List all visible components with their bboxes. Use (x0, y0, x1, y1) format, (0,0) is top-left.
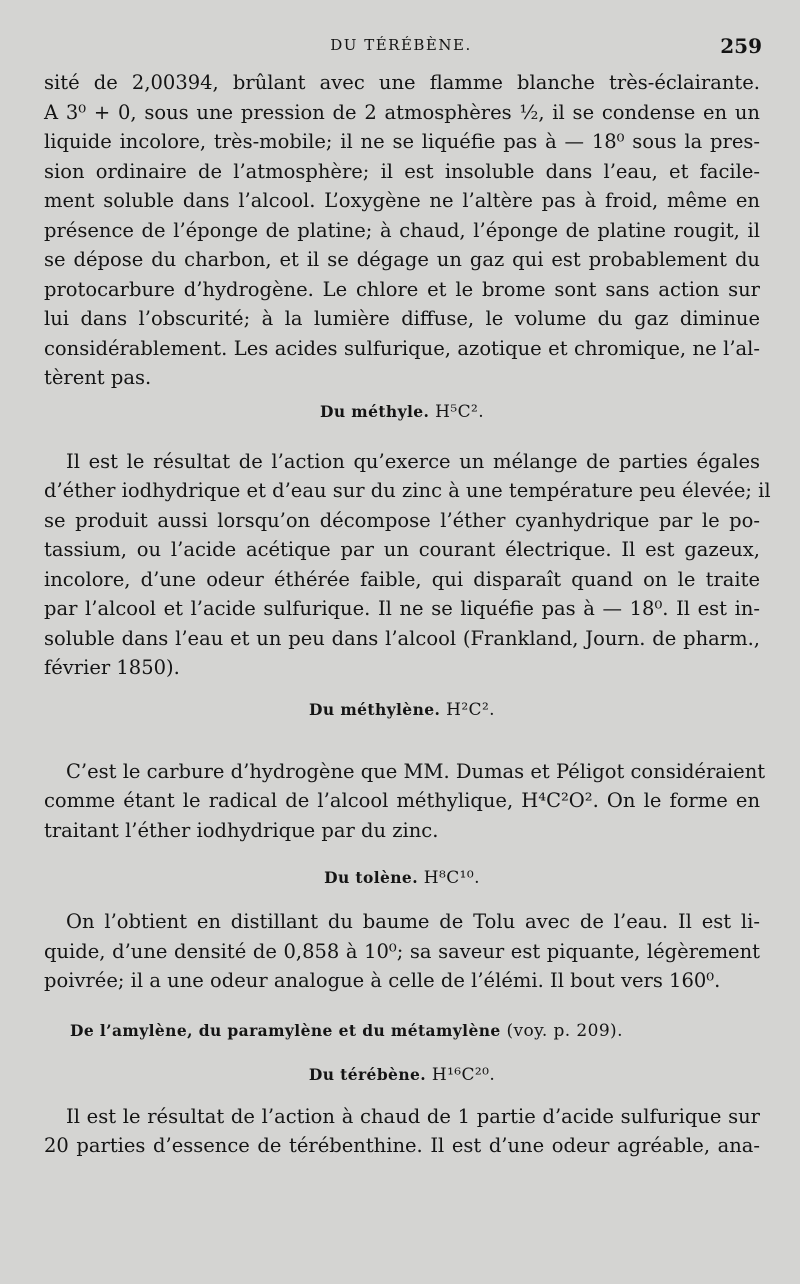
text-line: Il est le résultat de l’action à chaud de 1 partie d’acide sulfurique sur (66, 1104, 760, 1128)
text-line: février 1850). (44, 656, 180, 679)
text-line: C’est le carbure d’hydrogène que MM. Dumas et Péligot considéraient (66, 759, 766, 783)
text-line: On l’obtient en distillant du baume de Tolu avec de l’eau. Il est li- (66, 910, 760, 933)
running-head (40, 34, 762, 58)
heading-formula: H⁸C¹⁰. (423, 868, 480, 888)
heading-formula: H⁵C². (435, 401, 485, 422)
text-line: soluble dans l’eau et un peu dans l’alcool (Frankland, Journ. de pharm., (44, 626, 760, 650)
heading-formula: H²C². (446, 699, 495, 720)
paragraph-methylene (44, 757, 766, 846)
body-text (44, 68, 771, 1161)
text-line: liquide incolore, très-mobile; il ne se liquéfie pas à — 18⁰ sous la pres- (44, 130, 760, 153)
text-line: tassium, ou l’acide acétique par un courant électrique. Il est gazeux, (44, 538, 760, 561)
paragraph-methyle (44, 447, 771, 683)
section-heading-methyle (44, 393, 760, 447)
text-line: Il est le résultat de l’action qu’exerce un mélange de parties égales (66, 449, 760, 473)
text-line: ment soluble dans l’alcool. L’oxygène ne l’altère pas à froid, même en (44, 189, 760, 212)
paragraph-continued (44, 68, 760, 393)
paragraph-terebene (44, 1102, 760, 1161)
text-line: lui dans l’obscurité; à la lumière diffuse, le volume du gaz diminue (44, 307, 760, 330)
text-line: 20 parties d’essence de térébenthine. Il est d’une odeur agréable, ana- (44, 1134, 760, 1157)
heading-name: Du tolène. (324, 868, 418, 887)
section-heading-tolene (44, 845, 760, 907)
section-heading-amylene (44, 996, 760, 1052)
text-line: se dépose du charbon, et il se dégage un gaz qui est probablement du (44, 248, 760, 271)
text-line: se produit aussi lorsqu’on décompose l’éther cyanhydrique par le po- (44, 508, 760, 532)
page-number: 259 (720, 34, 762, 58)
running-head-title: DU TÉRÉBÈNE. (330, 36, 472, 54)
text-line: par l’alcool et l’acide sulfurique. Il ne se liquéfie pas à — 18⁰. Il est in- (44, 597, 760, 620)
text-line: sion ordinaire de l’atmosphère; il est insoluble dans l’eau, et facile- (44, 159, 760, 183)
section-heading-terebene (44, 1052, 760, 1094)
text-line: quide, d’une densité de 0,858 à 10⁰; sa saveur est piquante, légèrement (44, 939, 760, 963)
text-line: présence de l’éponge de platine; à chaud, l’éponge de platine rougit, il (44, 218, 760, 242)
text-line: protocarbure d’hydrogène. Le chlore et le brome sont sans action sur (44, 277, 760, 301)
text-line: tèrent pas. (44, 366, 152, 389)
text-line: d’éther iodhydrique et d’eau sur du zinc à une température peu élevée; il (44, 479, 771, 502)
text-line: poivrée; il a une odeur analogue à celle de l’élémi. Il bout vers 160⁰. (44, 969, 721, 992)
heading-name: De l’amylène, du paramylène et du métamylène (70, 1020, 501, 1040)
text-line: comme étant le radical de l’alcool méthylique, H⁴C²O². On le forme en (44, 789, 760, 812)
text-line: considérablement. Les acides sulfurique, azotique et chromique, ne l’al- (44, 336, 760, 360)
heading-name: Du méthylène. (309, 699, 441, 719)
text-line: incolore, d’une odeur éthérée faible, qui disparaît quand on le traite (44, 567, 760, 591)
text-line: traitant l’éther iodhydrique par du zinc. (44, 818, 439, 842)
text-line: A 3⁰ + 0, sous une pression de 2 atmosphères ½, il se condense en un (44, 100, 760, 124)
heading-formula: H¹⁶C²⁰. (431, 1064, 496, 1085)
heading-cross-reference: (voy. p. 209). (506, 1020, 623, 1041)
text-line: sité de 2,00394, brûlant avec une flamme blanche très-éclairante. (44, 71, 760, 94)
heading-name: Du méthyle. (319, 401, 430, 421)
paragraph-tolene (44, 907, 760, 996)
heading-name: Du térébène. (308, 1064, 427, 1084)
section-heading-methylene (44, 683, 760, 757)
